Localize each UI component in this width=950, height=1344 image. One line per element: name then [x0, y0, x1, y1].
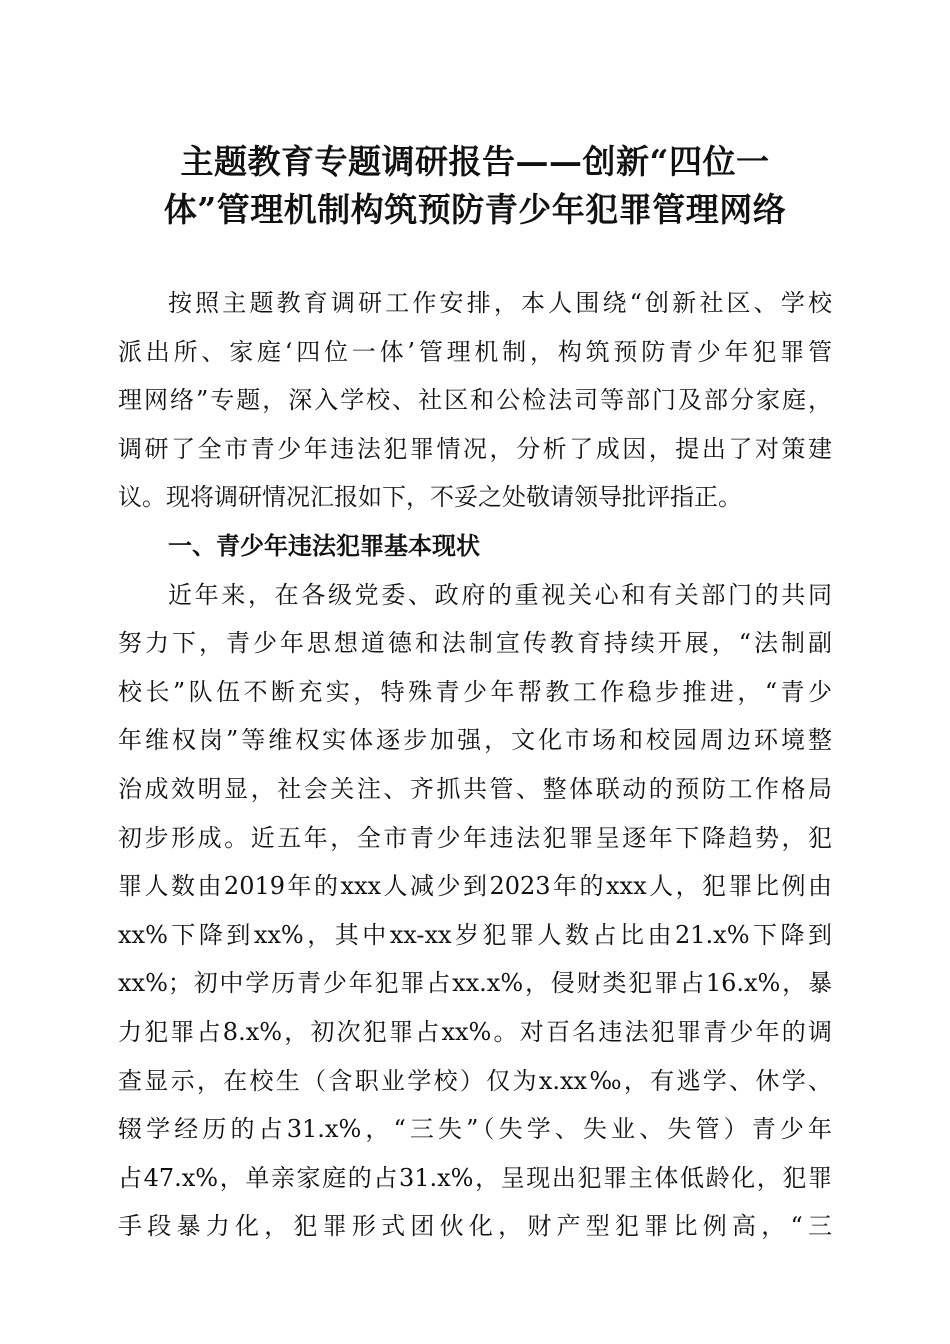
document-body [118, 279, 832, 1251]
paragraph-line: 初步形成。近五年，全市青少年违法犯罪呈逐年下降趋势，犯 [118, 823, 832, 852]
document-title [110, 138, 840, 234]
section-heading: 一、青少年违法犯罪基本现状 [168, 531, 480, 560]
paragraph-line: 手段暴力化，犯罪形式团伙化，财产型犯罪比例高，“三 [118, 1212, 832, 1241]
intro-paragraph [118, 279, 832, 522]
paragraph-line: xx%下降到xx%，其中xx-xx岁犯罪人数占比由21.x%下降到 [118, 920, 832, 949]
paragraph-line: 占47.x%，单亲家庭的占31.x%，呈现出犯罪主体低龄化，犯罪 [118, 1163, 832, 1192]
title-line-1: 主题教育专题调研报告——创新“四位一 [180, 142, 770, 181]
paragraph-line: 罪人数由2019年的xxx人减少到2023年的xxx人，犯罪比例由 [118, 872, 832, 901]
paragraph-line: 近年来，在各级党委、政府的重视关心和有关部门的共同 [168, 580, 832, 609]
paragraph-line: 辍学经历的占31.x%，“三失”（失学、失业、失管）青少年 [118, 1115, 832, 1144]
paragraph-line: 派出所、家庭‘四位一体’管理机制，构筑预防青少年犯罪管 [118, 337, 832, 366]
paragraph-line: 按照主题教育调研工作安排，本人围绕“创新社区、学校 [168, 289, 832, 317]
status-paragraph [118, 571, 832, 1251]
paragraph-line: 校长”队伍不断充实，特殊青少年帮教工作稳步推进，“青少 [118, 677, 832, 706]
paragraph-line: 努力下，青少年思想道德和法制宣传教育持续开展，“法制副 [118, 629, 832, 658]
paragraph-line: 查显示，在校生（含职业学校）仅为x.xx‰，有逃学、休学、 [118, 1066, 832, 1095]
paragraph-line: 理网络”专题，深入学校、社区和公检法司等部门及部分家庭， [118, 386, 832, 415]
paragraph-line: 调研了全市青少年违法犯罪情况，分析了成因，提出了对策建 [118, 434, 832, 463]
paragraph-line: 治成效明显，社会关注、齐抓共管、整体联动的预防工作格局 [118, 774, 832, 803]
paragraph-line: 年维权岗”等维权实体逐步加强，文化市场和校园周边环境整 [118, 726, 832, 755]
paragraph-line: 力犯罪占8.x%，初次犯罪占xx%。对百名违法犯罪青少年的调 [118, 1017, 832, 1046]
paragraph-line: xx%；初中学历青少年犯罪占xx.x%，侵财类犯罪占16.x%，暴 [118, 969, 832, 998]
title-line-2: 体”管理机制构筑预防青少年犯罪管理网络 [163, 190, 787, 229]
paragraph-line: 议。现将调研情况汇报如下，不妥之处敬请领导批评指正。 [118, 483, 742, 512]
